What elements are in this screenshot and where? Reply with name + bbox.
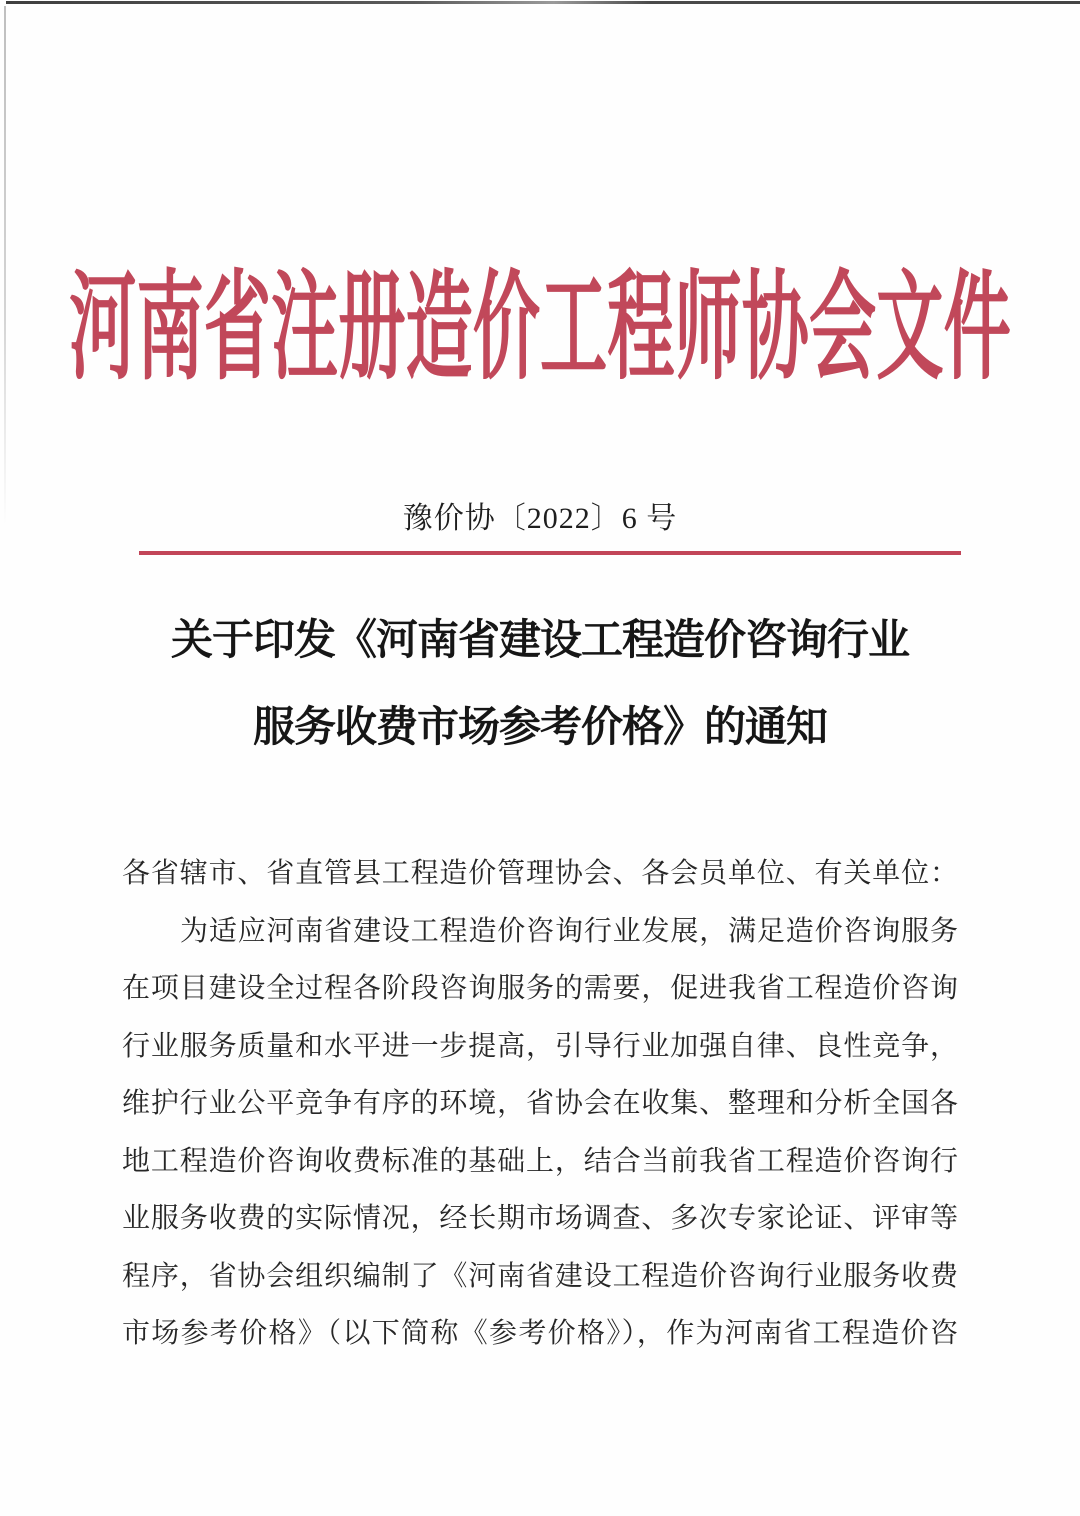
document-title [0,598,1080,772]
body-line: 业服务收费的实际情况，经长期市场调查、多次专家论证、评审等 [122,1203,958,1234]
scan-left-edge-line [4,6,6,526]
scan-top-edge-line [6,1,1080,4]
organization-title: 河南省注册造价工程师协会文件 [69,263,1011,394]
document-title-line-2: 服务收费市场参考价格》的通知 [252,705,827,751]
body-line: 为适应河南省建设工程造价咨询行业发展，满足造价咨询服务 [180,915,958,947]
red-separator-rule [139,551,961,555]
document-title-line-1: 关于印发《河南省建设工程造价咨询行业 [170,618,909,664]
red-letterhead [0,258,1080,400]
body-line: 市场参考价格》（以下简称《参考价格》），作为河南省工程造价咨 [122,1318,958,1349]
body-line: 维护行业公平竞争有序的环境，省协会在收集、整理和分析全国各 [122,1088,958,1119]
salutation-line: 各省辖市、省直管县工程造价管理协会、各会员单位、有关单位： [122,858,958,889]
document-body [122,845,958,1363]
body-line: 地工程造价咨询收费标准的基础上，结合当前我省工程造价咨询行 [122,1145,958,1177]
body-line: 程序，省协会组织编制了《河南省建设工程造价咨询行业服务收费 [122,1260,958,1292]
body-line: 在项目建设全过程各阶段咨询服务的需要，促进我省工程造价咨询 [122,973,958,1004]
document-number: 豫价协〔2022〕6 号 [402,502,678,535]
body-line: 行业服务质量和水平进一步提高，引导行业加强自律、良性竞争， [122,1030,958,1062]
